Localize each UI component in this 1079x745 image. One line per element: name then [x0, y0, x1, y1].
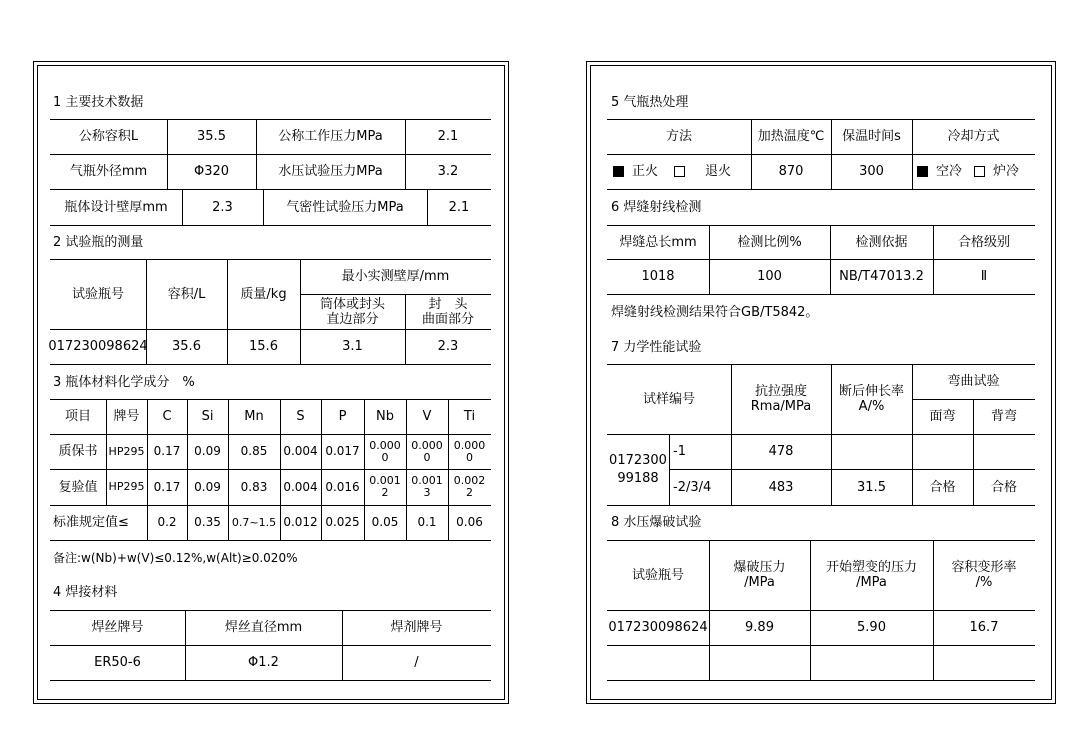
cell-cylinder-no: 017230098624: [48, 339, 148, 354]
chem-cell: 0.09: [194, 479, 221, 494]
mech-header-face-bend: 面弯: [929, 409, 956, 424]
chem-std: 0.1: [417, 515, 437, 529]
checkbox-normalize: [613, 166, 624, 177]
rule: [50, 540, 491, 541]
mech-header-sample: 试样编号: [642, 391, 695, 407]
checkbox-furnace-cool: [974, 166, 985, 177]
mech-sample-no: 0172300 99188: [609, 452, 667, 486]
chem-cell: 0.001 3: [411, 474, 443, 499]
header-min-wall: 最小实测壁厚/mm: [341, 269, 450, 284]
heat-header: 加热温度℃: [757, 129, 825, 144]
rule: [607, 294, 1035, 295]
burst-cell: 017230098624: [608, 620, 708, 635]
cell-mass: 15.6: [249, 339, 278, 354]
chem-row-label: 复验值: [58, 479, 98, 495]
chem-cell: 0.000 0: [411, 438, 443, 464]
rule: [607, 680, 1035, 681]
mech-cell: 483: [768, 479, 794, 495]
burst-cell: 16.7: [969, 620, 999, 635]
mech-cell: 478: [768, 444, 794, 459]
cell-value: 2.1: [437, 129, 459, 144]
mech-cell: 合格: [929, 479, 956, 495]
section-title-chemical-composition: 3 瓶体材料化学成分 %: [53, 375, 195, 390]
mech-cell: [912, 434, 973, 469]
weld-header: 焊丝直径mm: [224, 620, 303, 635]
weld-cell: ER50-6: [94, 655, 141, 670]
weld-cell: /: [414, 655, 419, 670]
chem-header: P: [338, 409, 347, 424]
header-volume: 容积/L: [167, 286, 206, 302]
chem-std: 0.35: [194, 515, 221, 529]
chem-note: 备注:w(Nb)+w(V)≤0.12%,w(Alt)≥0.020%: [53, 551, 298, 565]
chem-cell: 0.017: [325, 444, 360, 458]
header-wall-dome: 封 头 曲面部分: [421, 296, 474, 327]
mech-header-elongation: 断后伸长率 A/%: [838, 384, 904, 414]
chem-header: 牌号: [113, 409, 140, 424]
rt-cell: 100: [757, 269, 782, 284]
chem-std: 0.012: [283, 515, 318, 529]
section-title-radiographic-test: 6 焊缝射线检测: [611, 200, 702, 215]
burst-header: 爆破压力 /MPa: [733, 560, 786, 590]
cell-value: 35.5: [197, 129, 226, 144]
cell-label: 公称容积L: [78, 129, 139, 144]
chem-cell: 0.004: [283, 444, 318, 458]
mech-cell: -1: [673, 444, 686, 459]
heat-header: 保温时间s: [842, 129, 901, 144]
rt-note: 焊缝射线检测结果符合GB/T5842。: [611, 305, 819, 320]
chem-std: 0.06: [456, 515, 483, 529]
chem-cell: 0.85: [240, 444, 268, 458]
chem-cell: 0.016: [325, 479, 360, 494]
chem-header: Si: [201, 409, 214, 424]
chem-std: 0.025: [325, 515, 360, 529]
burst-header: 开始塑变的压力 /MPa: [825, 560, 917, 590]
burst-header: 容积变形率 /%: [951, 560, 1017, 590]
chem-header: Nb: [376, 409, 394, 424]
chem-std: 0.2: [157, 515, 177, 529]
cell-value: Φ320: [193, 164, 230, 179]
cell-label: 气密性试验压力MPa: [286, 199, 404, 215]
chem-header: Ti: [463, 409, 476, 424]
burst-cell: 9.89: [745, 620, 774, 635]
chem-cell: 0.004: [283, 479, 318, 494]
chem-cell: 0.000 0: [453, 438, 486, 464]
mech-cell: -2/3/4: [673, 479, 712, 495]
header-wall-straight: 筒体或封头 直边部分: [319, 296, 385, 327]
chem-header: S: [296, 409, 305, 424]
checkbox-air-cool: [917, 166, 928, 177]
section-title-heat-treatment: 5 气瓶热处理: [611, 95, 689, 110]
section-title-mechanical-test: 7 力学性能试验: [611, 340, 702, 355]
mech-header-bend: 弯曲试验: [947, 374, 1000, 389]
mech-cell: [831, 434, 912, 469]
chem-header: Mn: [244, 409, 264, 424]
cell-label: 瓶体设计壁厚mm: [64, 199, 168, 215]
chem-header: 项目: [64, 409, 91, 424]
section-title-main-data: 1 主要技术数据: [53, 95, 144, 110]
chem-cell: 0.09: [194, 444, 221, 458]
option-anneal: 退火: [705, 164, 732, 179]
rule: [50, 225, 491, 226]
mech-header-tensile: 抗拉强度 Rma/MPa: [750, 384, 812, 414]
mech-cell: 合格: [990, 479, 1017, 495]
header-cylinder-no: 试验瓶号: [71, 286, 124, 302]
heat-header: 冷却方式: [947, 129, 1000, 144]
chem-cell: HP295: [108, 480, 145, 493]
option-normalize: 正火: [632, 164, 659, 179]
rule: [607, 505, 1035, 506]
rt-header: 焊缝总长mm: [619, 234, 697, 250]
section-title-cylinder-measurement: 2 试验瓶的测量: [53, 235, 144, 250]
weld-header: 焊丝牌号: [91, 620, 144, 635]
cell-label: 公称工作压力MPa: [278, 129, 383, 144]
mech-cell: 31.5: [857, 479, 886, 495]
heat-cooling-options: [912, 154, 1035, 189]
cell-value: 2.1: [448, 199, 470, 215]
mech-header-back-bend: 背弯: [990, 409, 1017, 424]
heat-method-options: [607, 154, 751, 189]
heat-temp: 870: [778, 164, 804, 179]
cell-value: 3.2: [437, 164, 459, 179]
heat-time: 300: [859, 164, 884, 179]
chem-cell: 0.83: [240, 479, 268, 494]
cell-wall-dome: 2.3: [437, 339, 459, 354]
cell-volume: 35.6: [172, 339, 201, 354]
burst-header: 试验瓶号: [631, 567, 684, 583]
chem-row-label: 质保书: [58, 444, 98, 459]
rule: [50, 680, 491, 681]
chem-cell: 0.17: [153, 444, 181, 458]
chem-header: C: [162, 409, 172, 424]
cell-wall-straight: 3.1: [342, 339, 363, 354]
header-mass: 质量/kg: [240, 286, 287, 302]
rule: [607, 645, 1035, 646]
rt-header: 合格级别: [957, 234, 1010, 250]
chem-cell: HP295: [108, 444, 145, 458]
heat-header: 方法: [665, 129, 692, 144]
weld-cell: Φ1.2: [248, 655, 279, 670]
chem-cell: 0.001 2: [369, 474, 401, 499]
rt-cell: 1018: [641, 269, 675, 284]
option-air-cool: 空冷: [936, 164, 963, 179]
rt-header: 检测比例%: [737, 234, 802, 250]
rt-cell: Ⅱ: [980, 269, 988, 284]
burst-cell: 5.90: [857, 620, 886, 635]
cell-value: 2.3: [212, 199, 233, 215]
rule: [607, 189, 1035, 190]
chem-header: V: [422, 409, 432, 424]
chem-std: 0.7~1.5: [231, 515, 277, 529]
mech-cell: [973, 434, 1035, 469]
weld-header: 焊剂牌号: [390, 620, 443, 635]
chem-std-label: 标准规定值≤: [53, 515, 129, 530]
cell-label: 水压试验压力MPa: [278, 164, 383, 179]
option-furnace-cool: 炉冷: [993, 164, 1020, 179]
rt-header: 检测依据: [855, 234, 908, 250]
rt-cell: NB/T47013.2: [839, 269, 924, 284]
chem-cell: 0.000 0: [369, 438, 401, 464]
chem-cell: 0.17: [153, 479, 181, 494]
rule: [50, 364, 491, 365]
checkbox-anneal: [674, 166, 685, 177]
section-title-welding-material: 4 焊接材料: [53, 585, 118, 600]
cell-label: 气瓶外径mm: [69, 164, 148, 179]
section-title-burst-test: 8 水压爆破试验: [611, 515, 702, 530]
chem-std: 0.05: [371, 515, 399, 529]
chem-cell: 0.002 2: [453, 474, 486, 499]
